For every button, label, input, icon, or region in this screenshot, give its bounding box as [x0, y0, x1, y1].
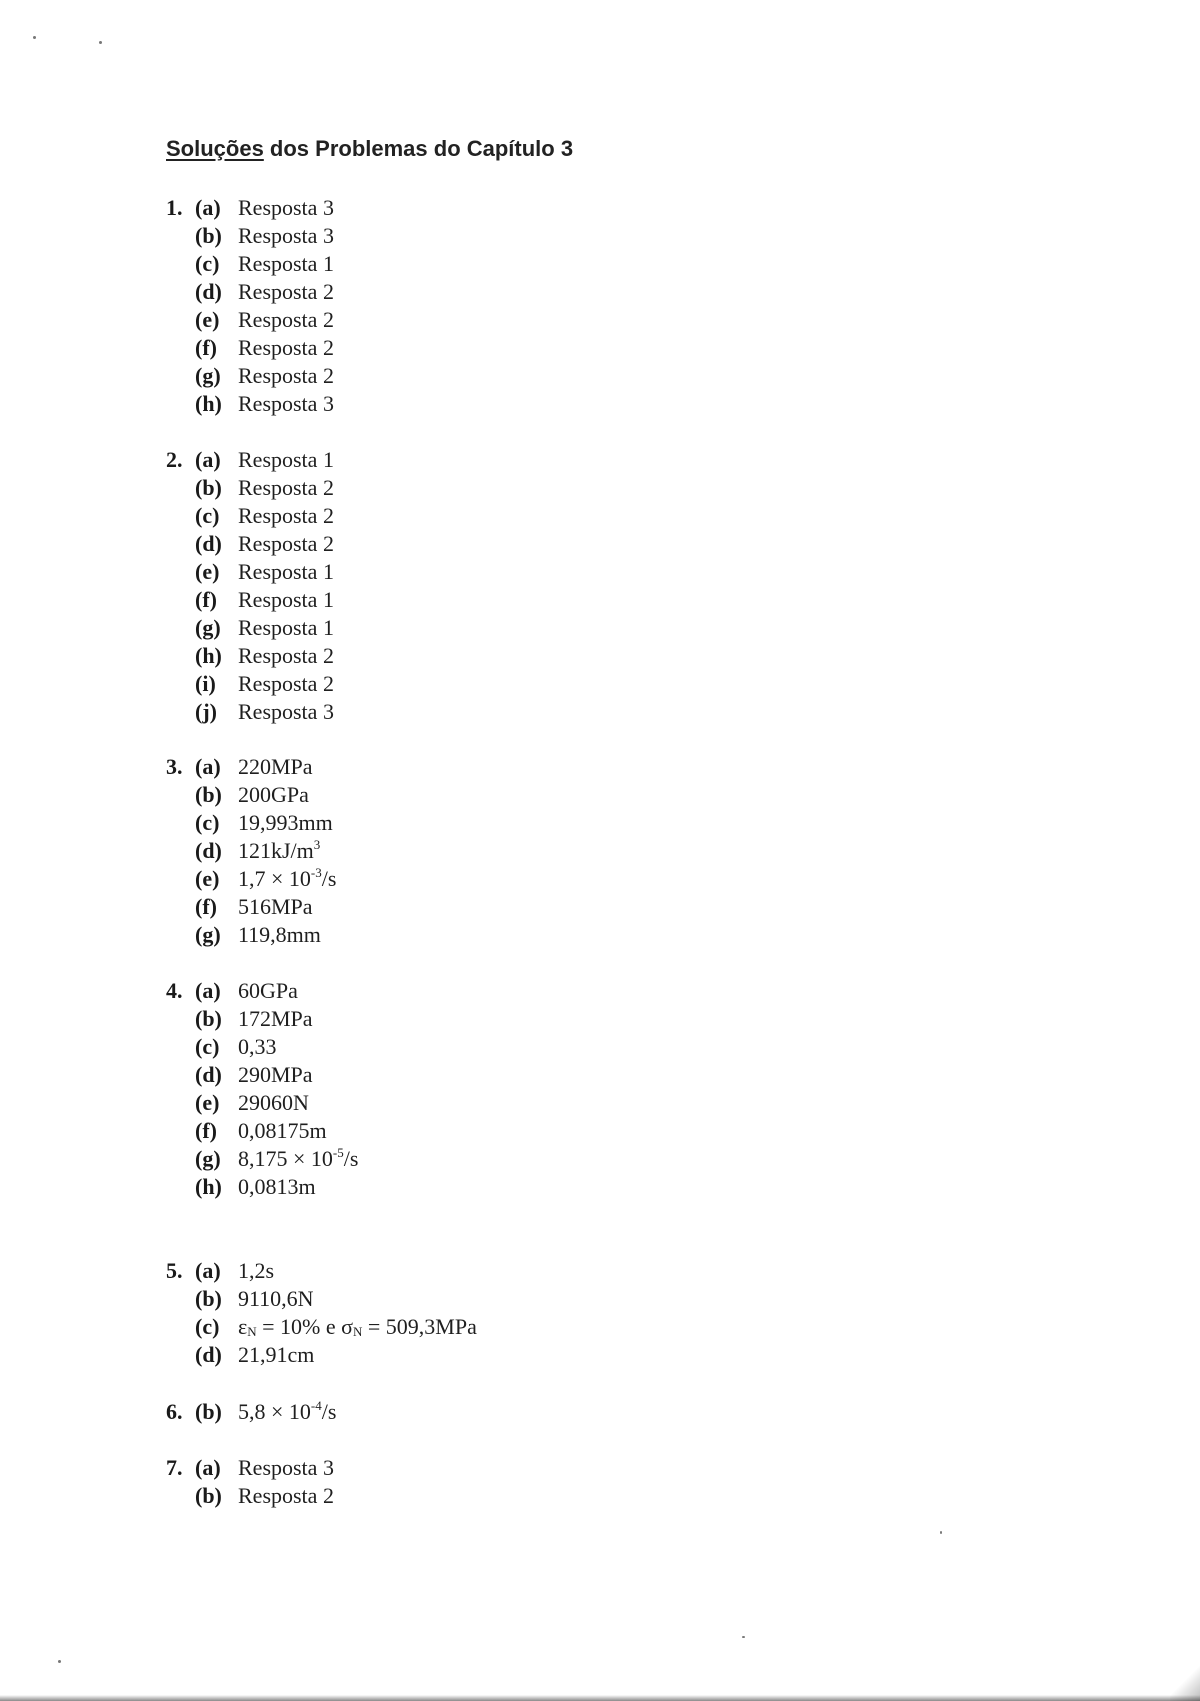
- answer-value: [238, 921, 321, 949]
- answer-text: Resposta 3: [238, 1455, 334, 1480]
- problem-3: [166, 753, 336, 949]
- answer-row: [166, 558, 334, 586]
- answer-exponent: 3: [313, 837, 321, 852]
- answer-value: [238, 977, 298, 1005]
- answer-value: [238, 1257, 274, 1285]
- answer-text: ε: [238, 1314, 248, 1339]
- problem-2: [166, 446, 334, 726]
- answer-row: [166, 530, 334, 558]
- item-label: (c): [195, 1034, 220, 1059]
- scan-corner-shadow: [1170, 1641, 1200, 1701]
- answer-text: 8,175 × 10: [238, 1146, 333, 1171]
- answer-value: [238, 893, 313, 921]
- answer-row: [166, 194, 334, 222]
- answer-row: [166, 698, 334, 726]
- answer-text: Resposta 2: [238, 335, 334, 360]
- item-label: (j): [195, 699, 217, 724]
- item-label: (b): [195, 1483, 222, 1508]
- answer-value: [238, 837, 320, 865]
- answer-text: 5,8 × 10: [238, 1399, 311, 1424]
- answer-text: Resposta 3: [238, 223, 334, 248]
- item-label: (f): [195, 894, 217, 919]
- answer-row: [166, 1313, 477, 1341]
- scan-speck: [58, 1660, 61, 1663]
- problem-number: 2.: [166, 447, 183, 472]
- item-label: (c): [195, 503, 220, 528]
- answer-value: [238, 1313, 477, 1341]
- answer-row: [166, 222, 334, 250]
- page-title-underlined: Soluções: [166, 136, 264, 161]
- answer-text: 9110,6N: [238, 1286, 314, 1311]
- answer-value: [238, 1398, 336, 1426]
- answer-value: [238, 1005, 313, 1033]
- answer-value: [238, 586, 334, 614]
- item-label: (f): [195, 335, 217, 360]
- answer-value: [238, 1033, 277, 1061]
- answer-row: [166, 614, 334, 642]
- answer-value: [238, 334, 334, 362]
- answer-text-tail: /s: [321, 866, 337, 891]
- answer-text: Resposta 2: [238, 279, 334, 304]
- problem-6: [166, 1398, 336, 1426]
- answer-exponent: -3: [310, 865, 322, 880]
- answer-text: Resposta 2: [238, 363, 334, 388]
- answer-row: [166, 1173, 358, 1201]
- item-label: (b): [195, 782, 222, 807]
- item-label: (e): [195, 866, 220, 891]
- answer-row: [166, 502, 334, 530]
- answer-row: [166, 250, 334, 278]
- answer-text: Resposta 2: [238, 475, 334, 500]
- item-label: (e): [195, 559, 220, 584]
- problem-number: 6.: [166, 1399, 183, 1424]
- item-label: (c): [195, 251, 220, 276]
- item-label: (f): [195, 587, 217, 612]
- answer-value: [238, 865, 336, 893]
- answer-value: [238, 278, 334, 306]
- answer-row: [166, 893, 336, 921]
- answer-row: [166, 1341, 477, 1369]
- problem-number: 4.: [166, 978, 183, 1003]
- item-label: (f): [195, 1118, 217, 1143]
- item-label: (a): [195, 978, 221, 1003]
- item-label: (g): [195, 922, 221, 947]
- answer-text: 0,08175m: [238, 1118, 327, 1143]
- problem-number: 5.: [166, 1258, 183, 1283]
- answer-value: [238, 1089, 309, 1117]
- answer-text: Resposta 2: [238, 671, 334, 696]
- answer-row: [166, 1117, 358, 1145]
- answer-text-tail: = 509,3MPa: [362, 1314, 477, 1339]
- answer-value: [238, 614, 334, 642]
- answer-text: 0,33: [238, 1034, 277, 1059]
- answer-value: [238, 809, 333, 837]
- answer-value: [238, 222, 334, 250]
- item-label: (h): [195, 643, 222, 668]
- answer-text: Resposta 1: [238, 559, 334, 584]
- problem-5: [166, 1257, 477, 1369]
- answer-value: [238, 1061, 313, 1089]
- item-label: (i): [195, 671, 216, 696]
- answer-text: 220MPa: [238, 754, 313, 779]
- item-label: (d): [195, 1342, 222, 1367]
- answer-row: [166, 809, 336, 837]
- answer-text: Resposta 1: [238, 615, 334, 640]
- answer-text: Resposta 2: [238, 531, 334, 556]
- answer-row: [166, 586, 334, 614]
- answer-text: 121kJ/m: [238, 838, 314, 863]
- answer-text: 172MPa: [238, 1006, 313, 1031]
- item-label: (g): [195, 1146, 221, 1171]
- answer-value: [238, 698, 334, 726]
- answer-text: Resposta 3: [238, 699, 334, 724]
- answer-row: [166, 1089, 358, 1117]
- answer-text: 21,91cm: [238, 1342, 315, 1367]
- answer-value: [238, 1454, 334, 1482]
- answer-row: [166, 865, 336, 893]
- answer-subscript: N: [247, 1324, 257, 1339]
- answer-value: [238, 306, 334, 334]
- answer-row: [166, 334, 334, 362]
- answer-value: [238, 1341, 314, 1369]
- problem-number: 1.: [166, 195, 183, 220]
- answer-value: [238, 474, 334, 502]
- scan-speck: [940, 1531, 942, 1534]
- item-label: (d): [195, 279, 222, 304]
- answer-text: Resposta 1: [238, 251, 334, 276]
- problem-number: 3.: [166, 754, 183, 779]
- answer-value: [238, 670, 334, 698]
- item-label: (c): [195, 810, 220, 835]
- scan-speck: [742, 1636, 745, 1638]
- answer-row: [166, 1482, 334, 1510]
- item-label: (e): [195, 307, 220, 332]
- item-label: (b): [195, 1286, 222, 1311]
- answer-value: [238, 530, 334, 558]
- answer-text: 1,7 × 10: [238, 866, 311, 891]
- answer-row: [166, 642, 334, 670]
- item-label: (a): [195, 1258, 221, 1283]
- item-label: (b): [195, 1006, 222, 1031]
- item-label: (b): [195, 223, 222, 248]
- item-label: (a): [195, 1455, 221, 1480]
- answer-text: Resposta 3: [238, 195, 334, 220]
- answer-exponent: -4: [310, 1398, 322, 1413]
- answer-row: [166, 1005, 358, 1033]
- answer-subscript: N: [353, 1324, 363, 1339]
- scan-speck: [99, 41, 102, 44]
- answer-row: [166, 1257, 477, 1285]
- answer-text: Resposta 1: [238, 587, 334, 612]
- item-label: (a): [195, 195, 221, 220]
- answer-row: [166, 1454, 334, 1482]
- answer-row: [166, 278, 334, 306]
- answer-row: [166, 921, 336, 949]
- answer-text-tail: /s: [321, 1399, 337, 1424]
- answer-text: 19,993mm: [238, 810, 333, 835]
- item-label: (d): [195, 838, 222, 863]
- answer-row: [166, 474, 334, 502]
- answer-row: [166, 781, 336, 809]
- answer-text: 0,0813m: [238, 1174, 316, 1199]
- scan-speck: [33, 36, 36, 39]
- answer-value: [238, 1117, 327, 1145]
- answer-value: [238, 781, 309, 809]
- item-label: (a): [195, 754, 221, 779]
- item-label: (b): [195, 475, 222, 500]
- answer-value: [238, 1173, 316, 1201]
- page-title: [166, 136, 573, 162]
- answer-text: 290MPa: [238, 1062, 313, 1087]
- problem-1: [166, 194, 334, 418]
- answer-row: [166, 1145, 358, 1173]
- item-label: (g): [195, 615, 221, 640]
- answer-row: [166, 1033, 358, 1061]
- answer-value: [238, 390, 334, 418]
- item-label: (h): [195, 391, 222, 416]
- answer-value: [238, 502, 334, 530]
- item-label: (b): [195, 1399, 222, 1424]
- answer-value: [238, 1482, 334, 1510]
- answer-row: [166, 390, 334, 418]
- answer-value: [238, 753, 313, 781]
- item-label: (h): [195, 1174, 222, 1199]
- answer-text: Resposta 1: [238, 447, 334, 472]
- problem-4: [166, 977, 358, 1201]
- answer-value: [238, 362, 334, 390]
- answer-row: [166, 1285, 477, 1313]
- answer-text: Resposta 2: [238, 1483, 334, 1508]
- answer-row: [166, 753, 336, 781]
- answer-text-tail: /s: [343, 1146, 359, 1171]
- item-label: (d): [195, 531, 222, 556]
- answer-row: [166, 306, 334, 334]
- item-label: (d): [195, 1062, 222, 1087]
- problem-number: 7.: [166, 1455, 183, 1480]
- answer-text: 200GPa: [238, 782, 309, 807]
- answer-value: [238, 446, 334, 474]
- item-label: (c): [195, 1314, 220, 1339]
- answer-text: 29060N: [238, 1090, 309, 1115]
- answer-text: 60GPa: [238, 978, 298, 1003]
- answer-text: Resposta 2: [238, 643, 334, 668]
- answer-value: [238, 1145, 358, 1173]
- answer-text: Resposta 2: [238, 503, 334, 528]
- item-label: (a): [195, 447, 221, 472]
- answer-row: [166, 446, 334, 474]
- answer-value: [238, 250, 334, 278]
- item-label: (e): [195, 1090, 220, 1115]
- answer-exponent: -5: [332, 1145, 344, 1160]
- answer-text-tail: = 10% e σ: [256, 1314, 353, 1339]
- answer-text: 119,8mm: [238, 922, 321, 947]
- problem-7: [166, 1454, 334, 1510]
- answer-row: [166, 1398, 336, 1426]
- scan-bottom-edge: [0, 1695, 1200, 1701]
- answer-row: [166, 362, 334, 390]
- answer-row: [166, 977, 358, 1005]
- answer-row: [166, 1061, 358, 1089]
- answer-text: 516MPa: [238, 894, 313, 919]
- answer-text: Resposta 2: [238, 307, 334, 332]
- item-label: (g): [195, 363, 221, 388]
- answer-value: [238, 194, 334, 222]
- answer-value: [238, 558, 334, 586]
- answer-value: [238, 1285, 314, 1313]
- answer-text: Resposta 3: [238, 391, 334, 416]
- answer-row: [166, 670, 334, 698]
- answer-value: [238, 642, 334, 670]
- answer-text: 1,2s: [238, 1258, 275, 1283]
- answer-row: [166, 837, 336, 865]
- page-title-rest: dos Problemas do Capítulo 3: [263, 136, 574, 161]
